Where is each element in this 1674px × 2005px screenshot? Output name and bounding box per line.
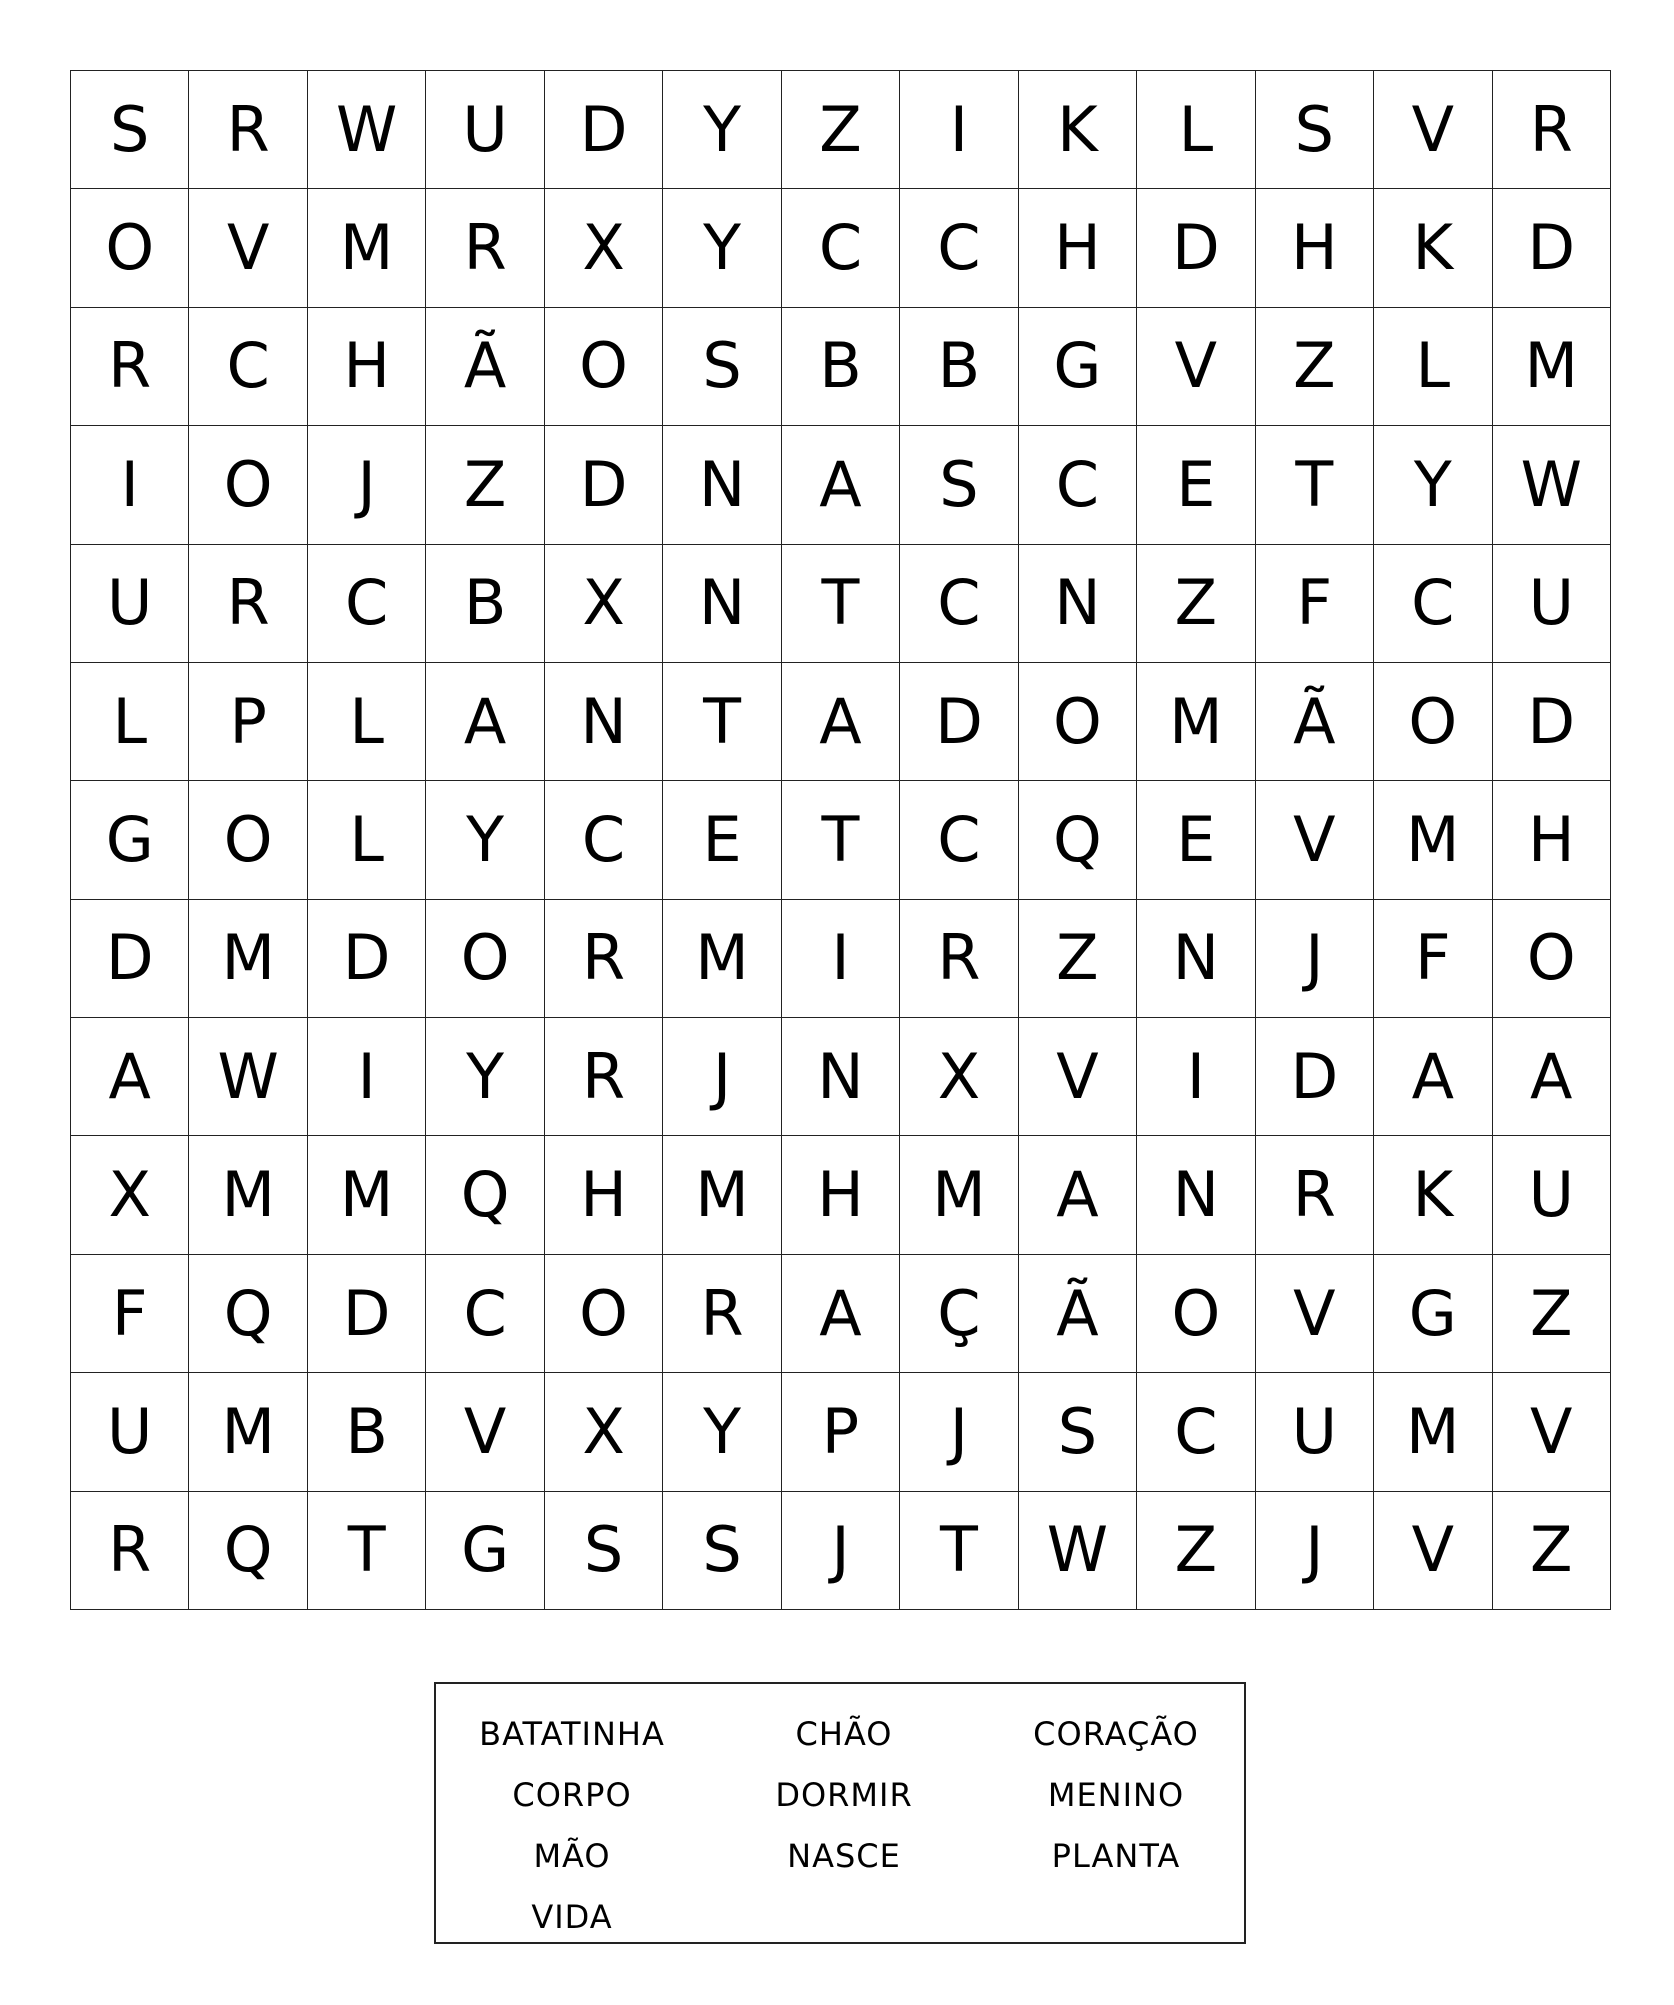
grid-cell[interactable]: T bbox=[308, 1492, 426, 1610]
grid-cell[interactable]: O bbox=[426, 900, 544, 1018]
grid-cell[interactable]: I bbox=[71, 426, 189, 544]
grid-cell[interactable]: K bbox=[1374, 1136, 1492, 1254]
word-bank bbox=[434, 1682, 1246, 1944]
grid-cell[interactable]: I bbox=[782, 900, 900, 1018]
grid-cell[interactable]: S bbox=[900, 426, 1018, 544]
grid-cell[interactable]: Z bbox=[1137, 1492, 1255, 1610]
word-bank-item: PLANTA bbox=[1051, 1837, 1181, 1875]
grid-cell[interactable]: N bbox=[1137, 900, 1255, 1018]
word-search-grid bbox=[70, 70, 1611, 1610]
grid-cell[interactable]: J bbox=[308, 426, 426, 544]
grid-cell[interactable]: W bbox=[308, 71, 426, 189]
grid-cell[interactable]: T bbox=[782, 545, 900, 663]
word-bank-item: CORAÇÃO bbox=[1033, 1715, 1199, 1753]
grid-cell[interactable]: E bbox=[1137, 426, 1255, 544]
grid-cell[interactable]: I bbox=[308, 1018, 426, 1136]
grid-cell[interactable]: Ã bbox=[1019, 1255, 1137, 1373]
grid-cell[interactable]: V bbox=[1493, 1373, 1611, 1491]
grid-cell[interactable]: N bbox=[663, 426, 781, 544]
grid-cell[interactable]: V bbox=[1137, 308, 1255, 426]
word-bank-item: VIDA bbox=[531, 1898, 613, 1936]
grid-cell[interactable]: U bbox=[71, 1373, 189, 1491]
grid-cell[interactable]: K bbox=[1019, 71, 1137, 189]
grid-cell[interactable]: E bbox=[663, 781, 781, 899]
grid-cell[interactable]: V bbox=[1256, 781, 1374, 899]
grid-cell[interactable]: F bbox=[71, 1255, 189, 1373]
grid-cell[interactable]: J bbox=[782, 1492, 900, 1610]
grid-cell[interactable]: C bbox=[900, 189, 1018, 307]
grid-cell[interactable]: R bbox=[189, 545, 307, 663]
grid-cell[interactable]: D bbox=[1493, 189, 1611, 307]
grid-cell[interactable]: D bbox=[900, 663, 1018, 781]
grid-cell[interactable]: U bbox=[426, 71, 544, 189]
grid-cell[interactable]: H bbox=[1256, 189, 1374, 307]
grid-cell[interactable]: T bbox=[900, 1492, 1018, 1610]
grid-cell[interactable]: O bbox=[1019, 663, 1137, 781]
grid-cell[interactable]: X bbox=[545, 189, 663, 307]
grid-cell[interactable]: Q bbox=[426, 1136, 544, 1254]
grid-cell[interactable]: R bbox=[1493, 71, 1611, 189]
grid-cell[interactable]: E bbox=[1137, 781, 1255, 899]
grid-cell[interactable]: D bbox=[308, 1255, 426, 1373]
grid-cell[interactable]: N bbox=[663, 545, 781, 663]
grid-cell[interactable]: X bbox=[900, 1018, 1018, 1136]
grid-cell[interactable]: L bbox=[308, 663, 426, 781]
grid-cell[interactable]: Z bbox=[1493, 1255, 1611, 1373]
grid-cell[interactable]: A bbox=[71, 1018, 189, 1136]
grid-cell[interactable]: B bbox=[426, 545, 544, 663]
grid-cell[interactable]: P bbox=[189, 663, 307, 781]
grid-cell[interactable]: R bbox=[71, 1492, 189, 1610]
grid-cell[interactable]: R bbox=[1256, 1136, 1374, 1254]
grid-cell[interactable]: Y bbox=[663, 189, 781, 307]
grid-cell[interactable]: A bbox=[782, 663, 900, 781]
grid-cell[interactable]: J bbox=[1256, 900, 1374, 1018]
grid-cell[interactable]: L bbox=[71, 663, 189, 781]
grid-cell[interactable]: S bbox=[1256, 71, 1374, 189]
grid-cell[interactable]: P bbox=[782, 1373, 900, 1491]
grid-cell[interactable]: W bbox=[189, 1018, 307, 1136]
grid-cell[interactable]: V bbox=[1374, 71, 1492, 189]
grid-cell[interactable]: F bbox=[1256, 545, 1374, 663]
grid-cell[interactable]: W bbox=[1493, 426, 1611, 544]
grid-cell[interactable]: D bbox=[1137, 189, 1255, 307]
grid-cell[interactable]: V bbox=[426, 1373, 544, 1491]
grid-cell[interactable]: W bbox=[1019, 1492, 1137, 1610]
grid-cell[interactable]: C bbox=[1019, 426, 1137, 544]
grid-cell[interactable]: A bbox=[1493, 1018, 1611, 1136]
grid-cell[interactable]: R bbox=[545, 1018, 663, 1136]
grid-cell[interactable]: V bbox=[1374, 1492, 1492, 1610]
grid-cell[interactable]: D bbox=[545, 71, 663, 189]
grid-cell[interactable]: Y bbox=[1374, 426, 1492, 544]
grid-cell[interactable]: N bbox=[1137, 1136, 1255, 1254]
grid-cell[interactable]: Ã bbox=[426, 308, 544, 426]
grid-cell[interactable]: H bbox=[1493, 781, 1611, 899]
grid-cell[interactable]: I bbox=[1137, 1018, 1255, 1136]
grid-cell[interactable]: Q bbox=[189, 1255, 307, 1373]
grid-cell[interactable]: Ç bbox=[900, 1255, 1018, 1373]
grid-cell[interactable]: A bbox=[1019, 1136, 1137, 1254]
grid-cell[interactable]: N bbox=[1019, 545, 1137, 663]
grid-cell[interactable]: M bbox=[189, 900, 307, 1018]
word-bank-item: MÃO bbox=[533, 1837, 611, 1875]
grid-cell[interactable]: O bbox=[1493, 900, 1611, 1018]
grid-cell[interactable]: D bbox=[308, 900, 426, 1018]
grid-cell[interactable]: L bbox=[1137, 71, 1255, 189]
grid-cell[interactable]: S bbox=[545, 1492, 663, 1610]
grid-cell[interactable]: Q bbox=[1019, 781, 1137, 899]
grid-cell[interactable]: J bbox=[900, 1373, 1018, 1491]
grid-cell[interactable]: Z bbox=[1256, 308, 1374, 426]
grid-cell[interactable]: M bbox=[189, 1136, 307, 1254]
grid-cell[interactable]: M bbox=[308, 189, 426, 307]
grid-cell[interactable]: S bbox=[663, 308, 781, 426]
grid-cell[interactable]: R bbox=[426, 189, 544, 307]
grid-cell[interactable]: Z bbox=[426, 426, 544, 544]
grid-cell[interactable]: N bbox=[782, 1018, 900, 1136]
grid-cell[interactable]: C bbox=[782, 189, 900, 307]
grid-cell[interactable]: Y bbox=[426, 1018, 544, 1136]
grid-cell[interactable]: K bbox=[1374, 189, 1492, 307]
grid-cell[interactable]: Y bbox=[663, 71, 781, 189]
grid-cell[interactable]: F bbox=[1374, 900, 1492, 1018]
grid-cell[interactable]: T bbox=[782, 781, 900, 899]
grid-cell[interactable]: C bbox=[189, 308, 307, 426]
grid-cell[interactable]: Y bbox=[426, 781, 544, 899]
grid-cell[interactable]: B bbox=[900, 308, 1018, 426]
grid-cell[interactable]: A bbox=[782, 426, 900, 544]
grid-cell[interactable]: V bbox=[1256, 1255, 1374, 1373]
grid-cell[interactable]: Z bbox=[1019, 900, 1137, 1018]
grid-cell[interactable]: D bbox=[1256, 1018, 1374, 1136]
grid-cell[interactable]: V bbox=[189, 189, 307, 307]
grid-cell[interactable]: Z bbox=[1493, 1492, 1611, 1610]
grid-cell[interactable]: Ã bbox=[1256, 663, 1374, 781]
grid-cell[interactable]: C bbox=[900, 545, 1018, 663]
grid-cell[interactable]: C bbox=[545, 781, 663, 899]
grid-cell[interactable]: G bbox=[1374, 1255, 1492, 1373]
grid-cell[interactable]: X bbox=[71, 1136, 189, 1254]
grid-cell[interactable]: T bbox=[1256, 426, 1374, 544]
grid-cell[interactable]: G bbox=[71, 781, 189, 899]
grid-cell[interactable]: O bbox=[71, 189, 189, 307]
grid-cell[interactable]: C bbox=[1137, 1373, 1255, 1491]
grid-cell[interactable]: M bbox=[663, 1136, 781, 1254]
grid-cell[interactable]: M bbox=[308, 1136, 426, 1254]
grid-cell[interactable]: H bbox=[782, 1136, 900, 1254]
grid-cell[interactable]: C bbox=[900, 781, 1018, 899]
grid-cell[interactable]: C bbox=[426, 1255, 544, 1373]
grid-cell[interactable]: Z bbox=[1137, 545, 1255, 663]
grid-cell[interactable]: U bbox=[1493, 545, 1611, 663]
word-bank-item: MENINO bbox=[1047, 1776, 1185, 1814]
grid-cell[interactable]: M bbox=[1374, 1373, 1492, 1491]
grid-cell[interactable]: A bbox=[426, 663, 544, 781]
grid-cell[interactable]: M bbox=[900, 1136, 1018, 1254]
grid-cell[interactable]: O bbox=[189, 781, 307, 899]
grid-cell[interactable]: S bbox=[1019, 1373, 1137, 1491]
grid-cell[interactable]: M bbox=[1374, 781, 1492, 899]
grid-cell[interactable]: B bbox=[308, 1373, 426, 1491]
grid-cell[interactable]: R bbox=[900, 900, 1018, 1018]
grid-cell[interactable]: M bbox=[189, 1373, 307, 1491]
grid-cell[interactable]: U bbox=[1493, 1136, 1611, 1254]
word-bank-item: BATATINHA bbox=[479, 1715, 665, 1753]
grid-cell[interactable]: H bbox=[308, 308, 426, 426]
grid-cell[interactable]: O bbox=[545, 308, 663, 426]
word-bank-item: DORMIR bbox=[775, 1776, 913, 1814]
grid-cell[interactable]: U bbox=[71, 545, 189, 663]
grid-cell[interactable]: D bbox=[545, 426, 663, 544]
grid-cell[interactable]: C bbox=[1374, 545, 1492, 663]
word-bank-item: NASCE bbox=[787, 1837, 901, 1875]
grid-cell[interactable]: O bbox=[545, 1255, 663, 1373]
grid-cell[interactable]: I bbox=[900, 71, 1018, 189]
grid-cell[interactable]: S bbox=[663, 1492, 781, 1610]
grid-cell[interactable]: H bbox=[1019, 189, 1137, 307]
grid-cell[interactable]: C bbox=[308, 545, 426, 663]
grid-cell[interactable]: M bbox=[1137, 663, 1255, 781]
grid-cell[interactable]: G bbox=[426, 1492, 544, 1610]
grid-cell[interactable]: D bbox=[1493, 663, 1611, 781]
grid-cell[interactable]: X bbox=[545, 1373, 663, 1491]
grid-cell[interactable]: U bbox=[1256, 1373, 1374, 1491]
grid-cell[interactable]: O bbox=[1137, 1255, 1255, 1373]
grid-cell[interactable]: M bbox=[663, 900, 781, 1018]
grid-cell[interactable]: N bbox=[545, 663, 663, 781]
grid-cell[interactable]: Q bbox=[189, 1492, 307, 1610]
grid-cell[interactable]: Y bbox=[663, 1373, 781, 1491]
grid-cell[interactable]: O bbox=[189, 426, 307, 544]
grid-cell[interactable]: L bbox=[1374, 308, 1492, 426]
grid-cell[interactable]: A bbox=[1374, 1018, 1492, 1136]
word-bank-item: CHÃO bbox=[795, 1715, 893, 1753]
grid-cell[interactable]: Z bbox=[782, 71, 900, 189]
grid-cell[interactable]: J bbox=[1256, 1492, 1374, 1610]
grid-cell[interactable]: T bbox=[663, 663, 781, 781]
grid-cell[interactable]: D bbox=[71, 900, 189, 1018]
grid-cell[interactable]: J bbox=[663, 1018, 781, 1136]
grid-cell[interactable]: R bbox=[663, 1255, 781, 1373]
grid-cell[interactable]: M bbox=[1493, 308, 1611, 426]
grid-cell[interactable]: A bbox=[782, 1255, 900, 1373]
word-bank-item: CORPO bbox=[512, 1776, 632, 1814]
grid-cell[interactable]: H bbox=[545, 1136, 663, 1254]
grid-cell[interactable]: R bbox=[545, 900, 663, 1018]
grid-cell[interactable]: G bbox=[1019, 308, 1137, 426]
grid-cell[interactable]: V bbox=[1019, 1018, 1137, 1136]
grid-cell[interactable]: B bbox=[782, 308, 900, 426]
grid-cell[interactable]: R bbox=[71, 308, 189, 426]
grid-cell[interactable]: R bbox=[189, 71, 307, 189]
grid-cell[interactable]: L bbox=[308, 781, 426, 899]
grid-cell[interactable]: S bbox=[71, 71, 189, 189]
grid-cell[interactable]: O bbox=[1374, 663, 1492, 781]
grid-cell[interactable]: X bbox=[545, 545, 663, 663]
